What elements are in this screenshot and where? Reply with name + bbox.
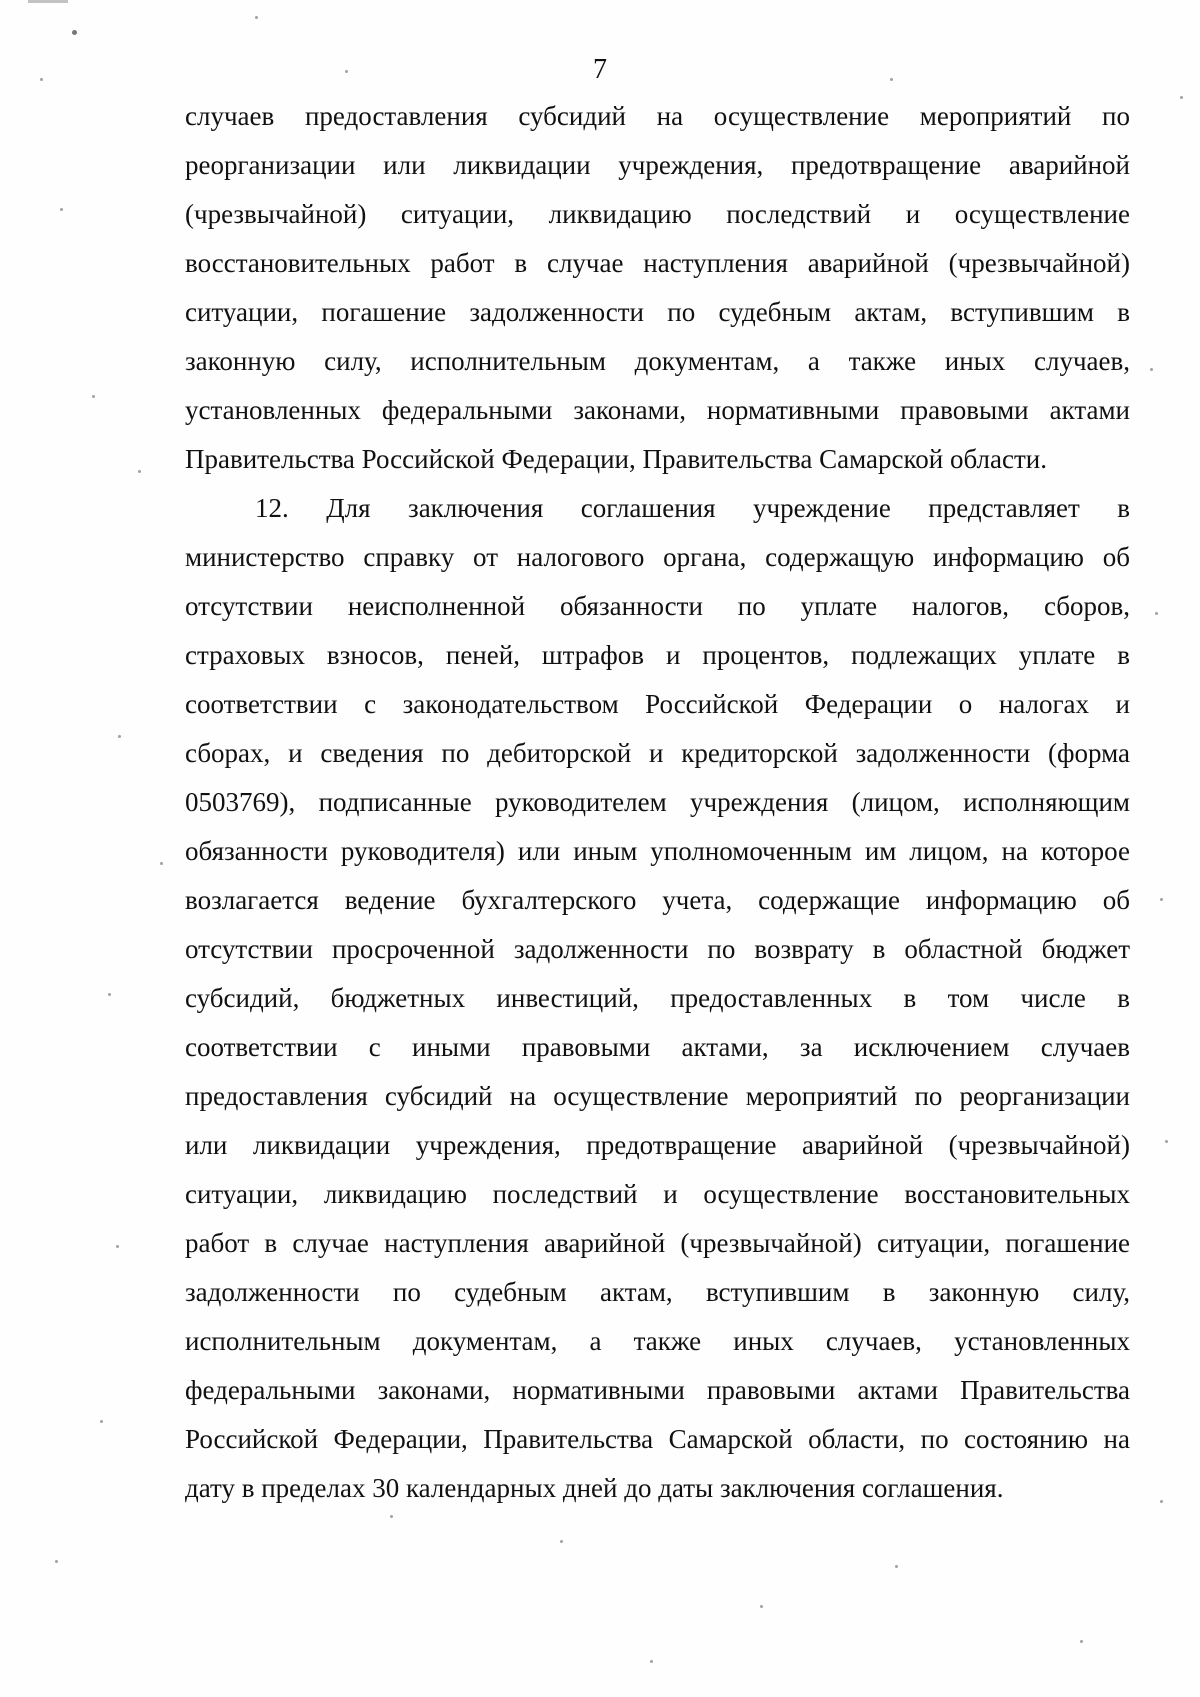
text-line: ситуации, ликвидацию последствий и осуществление восстановительных <box>185 1179 1130 1209</box>
text-line: обязанности руководителя) или иным уполномоченным им лицом, на которое <box>185 836 1130 866</box>
scan-speck <box>650 1660 653 1663</box>
document-body <box>185 92 1130 1513</box>
text-line: 0503769), подписанные руководителем учреждения (лицом, исполняющим <box>185 787 1130 817</box>
scan-speck <box>1150 368 1153 371</box>
text-line: установленных федеральными законами, нормативными правовыми актами <box>185 395 1130 425</box>
text-line: страховых взносов, пеней, штрафов и процентов, подлежащих уплате в <box>185 640 1130 670</box>
scan-speck <box>760 1605 763 1608</box>
scan-speck <box>60 208 63 211</box>
text-line: отсутствии неисполненной обязанности по уплате налогов, сборов, <box>185 591 1130 621</box>
scan-speck <box>40 78 43 81</box>
text-line: реорганизации или ликвидации учреждения, предотвращение аварийной <box>185 150 1130 180</box>
text-line: Правительства Российской Федерации, Правительства Самарской области. <box>185 444 1047 474</box>
text-line: соответствии с законодательством Российской Федерации о налогах и <box>185 689 1130 719</box>
text-line: восстановительных работ в случае наступления аварийной (чрезвычайной) <box>185 248 1130 278</box>
text-line: или ликвидации учреждения, предотвращение аварийной (чрезвычайной) <box>185 1130 1130 1160</box>
scan-speck <box>116 1245 119 1248</box>
text-line: отсутствии просроченной задолженности по возврату в областной бюджет <box>185 934 1130 964</box>
scan-speck <box>255 16 258 19</box>
text-line: случаев предоставления субсидий на осуществление мероприятий по <box>185 101 1130 131</box>
scan-speck <box>1160 1500 1163 1503</box>
scan-speck <box>560 1540 563 1543</box>
scan-speck <box>72 30 77 35</box>
text-line: Российской Федерации, Правительства Самарской области, по состоянию на <box>185 1424 1130 1454</box>
text-line: министерство справку от налогового органа, содержащую информацию об <box>185 542 1130 572</box>
scan-speck <box>108 993 111 996</box>
text-line: субсидий, бюджетных инвестиций, предоставленных в том числе в <box>185 983 1130 1013</box>
scan-speck <box>345 70 348 73</box>
page-number: 7 <box>593 54 607 85</box>
scan-speck <box>1155 612 1158 615</box>
text-line: соответствии с иными правовыми актами, за исключением случаев <box>185 1032 1130 1062</box>
text-line: законную силу, исполнительным документам, а также иных случаев, <box>185 346 1130 376</box>
scan-speck <box>895 1565 898 1568</box>
text-line: федеральными законами, нормативными правовыми актами Правительства <box>185 1375 1130 1405</box>
scan-speck <box>100 1420 103 1423</box>
text-line: (чрезвычайной) ситуации, ликвидацию последствий и осуществление <box>185 199 1130 229</box>
scan-speck <box>118 735 121 738</box>
scan-speck <box>1160 898 1163 901</box>
text-line: предоставления субсидий на осуществление мероприятий по реорганизации <box>185 1081 1130 1111</box>
scan-speck <box>1180 96 1183 99</box>
text-line: дату в пределах 30 календарных дней до даты заключения соглашения. <box>185 1473 1004 1503</box>
scan-speck <box>390 1515 393 1518</box>
scan-speck <box>1080 1640 1083 1643</box>
scan-speck <box>160 862 163 865</box>
text-line: возлагается ведение бухгалтерского учета, содержащие информацию об <box>185 885 1130 915</box>
scan-speck <box>1165 1140 1168 1143</box>
text-line: работ в случае наступления аварийной (чрезвычайной) ситуации, погашение <box>185 1228 1130 1258</box>
scan-speck <box>890 78 893 81</box>
text-line: ситуации, погашение задолженности по судебным актам, вступившим в <box>185 297 1130 327</box>
scan-speck <box>92 395 95 398</box>
scan-speck <box>55 1560 58 1563</box>
text-line: исполнительным документам, а также иных случаев, установленных <box>185 1326 1130 1356</box>
text-line: задолженности по судебным актам, вступившим в законную силу, <box>185 1277 1130 1307</box>
scan-speck <box>138 470 141 473</box>
paragraph-start-line: 12. Для заключения соглашения учреждение представляет в <box>255 493 1130 523</box>
text-line: сборах, и сведения по дебиторской и кредиторской задолженности (форма <box>185 738 1130 768</box>
scan-artifact <box>28 0 68 3</box>
